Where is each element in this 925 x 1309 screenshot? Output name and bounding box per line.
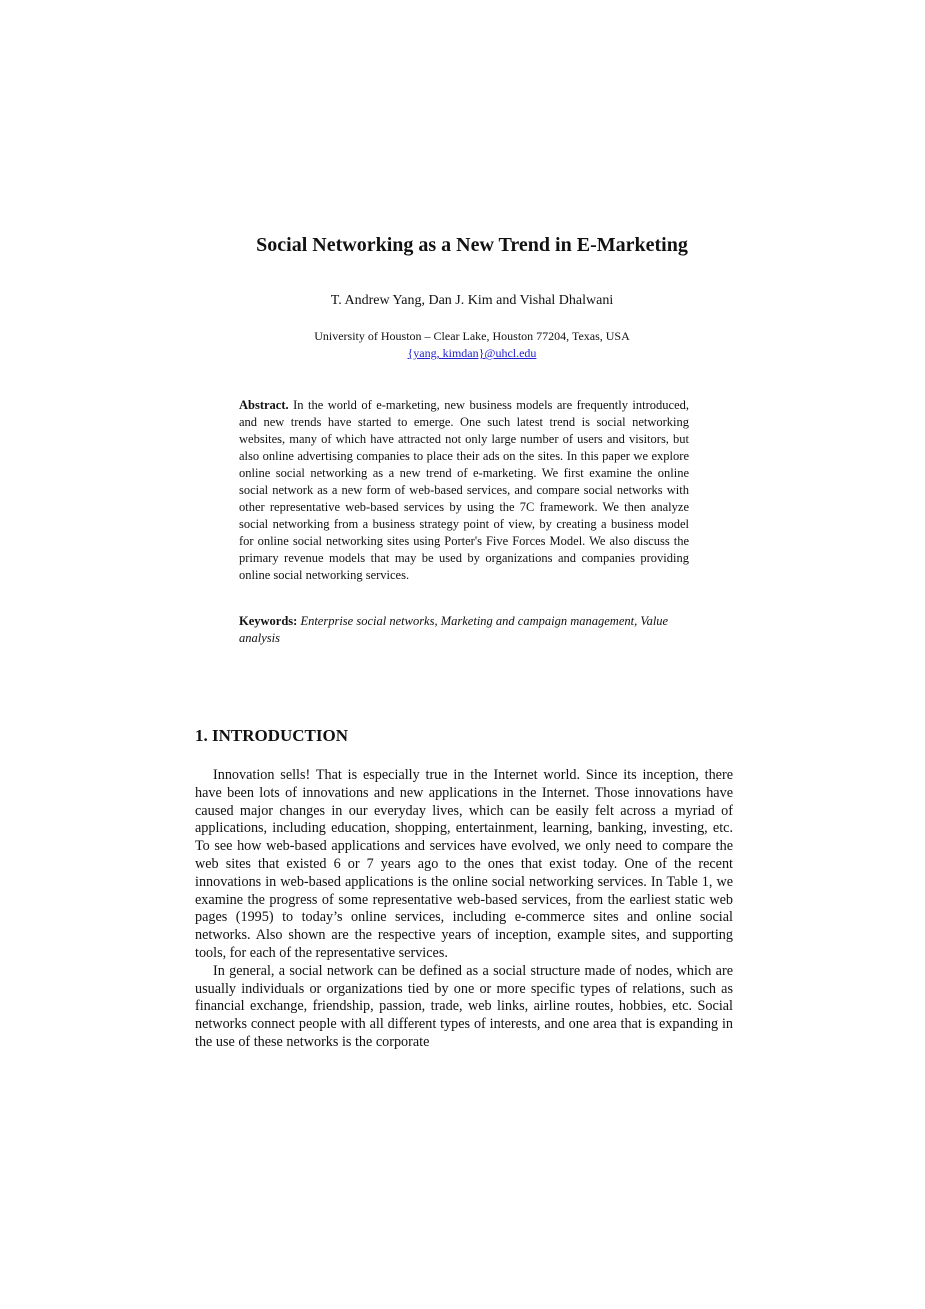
abstract-label: Abstract. (239, 398, 289, 412)
intro-paragraph-1: Innovation sells! That is especially true in the Internet world. Since its inception, there have been lots of innovations and new applications in the Internet. Those innovations have caused major changes in our everyday lives, which can be easily felt across a myriad of applications, including education, shopping, entertainment, learning, banking, investing, etc. To see how web-based applications and services have evolved, we only need to compare the web sites that existed 6 or 7 years ago to the ones that exist today. One of the recent innovations in web-based applications is the online social networking services. In Table 1, we examine the progress of some representative web-based services, from the earliest static web pages (1995) to today’s online services, including e-commerce sites and online social networks. Also shown are the respective years of inception, example sites, and supporting tools, for each of the representative services. (195, 767, 733, 961)
introduction-body (195, 767, 733, 1052)
keywords (239, 613, 689, 647)
email-link[interactable]: {yang, kimdan}@uhcl.edu (407, 346, 537, 360)
intro-paragraph-2: In general, a social network can be defined as a social structure made of nodes, which are usually individuals or organizations tied by one or more specific types of relations, such as financial exchange, friendship, passion, trade, web links, airline routes, hobbies, etc. Social networks connect people with all different types of interests, and one area that is expanding in the use of these networks is the corporate (195, 962, 733, 1050)
keywords-text: Enterprise social networks, Marketing and campaign management, Value analysis (239, 614, 669, 645)
abstract (239, 397, 689, 584)
affiliation: University of Houston – Clear Lake, Houston 77204, Texas, USA (314, 329, 630, 343)
section-heading-introduction: 1. INTRODUCTION (195, 726, 349, 745)
paper-title: Social Networking as a New Trend in E-Marketing (256, 234, 688, 256)
affiliation-block (0, 328, 925, 362)
paper-authors: T. Andrew Yang, Dan J. Kim and Vishal Dhalwani (330, 293, 614, 308)
keywords-label: Keywords: (239, 614, 298, 628)
abstract-text: In the world of e-marketing, new business models are frequently introduced, and new trends have started to emerge. One such latest trend is social networking websites, many of which have attracted not only large number of users and visitors, but also online advertising companies to place their ads on the sites. In this paper we explore online social networking as a new trend of e-marketing. We first examine the online social network as a new form of web-based services, and compare social networks with other representative web-based services by using the 7C framework. We then analyze social networking from a business strategy point of view, by creating a business model for online social networking sites using Porter's Five Forces Model. We also discuss the primary revenue models that may be used by organizations and companies providing online social networking services. (239, 398, 690, 582)
